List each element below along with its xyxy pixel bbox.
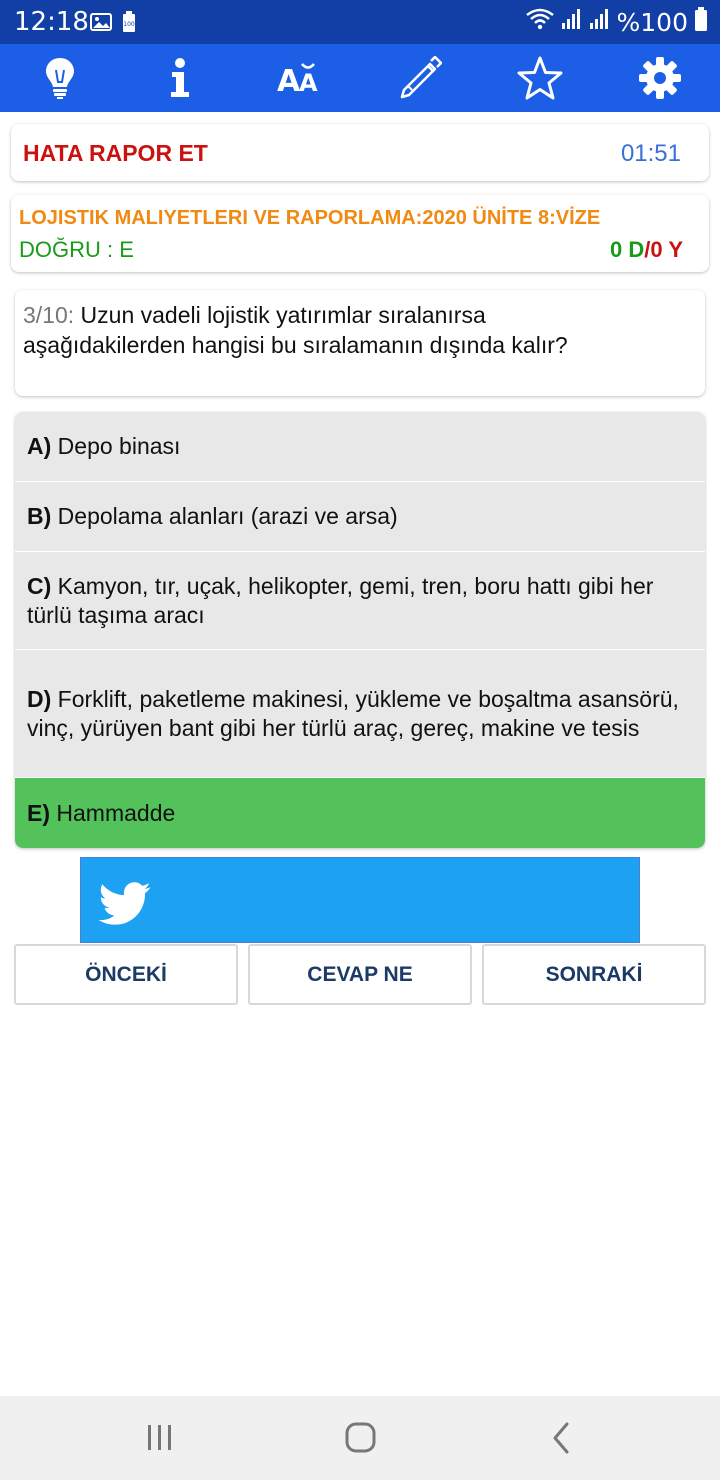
question-text: Uzun vadeli lojistik yatırımlar sıralanırsa aşağıdakilerden hangisi bu sıralamanın dışında kalır? (23, 302, 568, 358)
svg-text:A: A (299, 69, 318, 95)
back-icon[interactable] (550, 1416, 574, 1465)
signal-icon (589, 7, 611, 37)
lightbulb-icon (43, 56, 77, 100)
option-text: Depolama alanları (arazi ve arsa) (51, 503, 398, 529)
option-b[interactable] (15, 482, 705, 552)
star-icon (517, 56, 563, 100)
font-size-button[interactable] (255, 44, 345, 112)
option-e[interactable] (15, 778, 705, 848)
signal-icon (561, 7, 583, 37)
score-separator: / (644, 237, 651, 262)
question-text-block (23, 300, 583, 360)
answer-options (15, 412, 705, 848)
question-card (15, 290, 705, 396)
gear-icon (638, 56, 682, 100)
score-correct: 0 D (610, 237, 645, 262)
recent-apps-icon[interactable] (146, 1416, 174, 1465)
wifi-icon (525, 7, 555, 37)
battery-text: %100 (616, 7, 688, 37)
option-letter: B) (27, 503, 52, 529)
home-icon[interactable] (345, 1416, 377, 1465)
score (610, 237, 683, 263)
system-nav-bar (0, 1396, 720, 1480)
option-c[interactable] (15, 552, 705, 650)
correct-answer-label: DOĞRU : E (19, 237, 134, 262)
info-button[interactable] (135, 44, 225, 112)
status-bar (0, 0, 720, 44)
course-title: LOJISTIK MALIYETLERI VE RAPORLAMA:2020 ÜNİTE 8:VİZE (19, 207, 601, 229)
show-answer-button[interactable]: CEVAP NE (248, 944, 472, 1005)
pencil-icon (398, 56, 442, 100)
question-number: 3/10: (23, 302, 75, 328)
report-error-link[interactable]: HATA RAPOR ET (23, 140, 208, 166)
font-size-icon (277, 61, 323, 95)
exam-info-card (11, 195, 709, 272)
option-a[interactable] (15, 412, 705, 482)
next-button[interactable]: SONRAKİ (482, 944, 706, 1005)
option-letter: C) (27, 572, 52, 599)
svg-text:A: A (277, 64, 301, 95)
score-wrong: 0 Y (650, 237, 683, 262)
option-text: Kamyon, tır, uçak, helikopter, gemi, tren, boru hattı gibi her türlü taşıma aracı (27, 572, 654, 628)
svg-text:100: 100 (123, 21, 135, 28)
option-letter: A) (27, 433, 52, 459)
edit-button[interactable] (375, 44, 465, 112)
timer: 01:51 (620, 140, 681, 167)
question-nav (14, 944, 706, 1005)
settings-button[interactable] (615, 44, 705, 112)
report-card (11, 124, 709, 181)
image-icon (90, 13, 112, 36)
status-time: 12:18 (14, 7, 89, 37)
previous-button[interactable]: ÖNCEKİ (14, 944, 238, 1005)
option-text: Hammadde (50, 799, 176, 826)
info-icon (169, 58, 191, 98)
battery-saver-icon (122, 11, 136, 38)
option-letter: E) (27, 799, 50, 826)
option-letter: D) (27, 685, 52, 712)
favorite-button[interactable] (495, 44, 585, 112)
hint-button[interactable] (15, 44, 105, 112)
top-toolbar (0, 44, 720, 112)
option-text: Forklift, paketleme makinesi, yükleme ve boşaltma asansörü, vinç, yürüyen bant gibi her türlü araç, gereç, makine ve tesis (27, 685, 679, 741)
option-text: Depo binası (51, 433, 181, 459)
option-d[interactable] (15, 650, 705, 778)
twitter-share-banner[interactable] (80, 857, 640, 943)
battery-icon (694, 6, 708, 38)
